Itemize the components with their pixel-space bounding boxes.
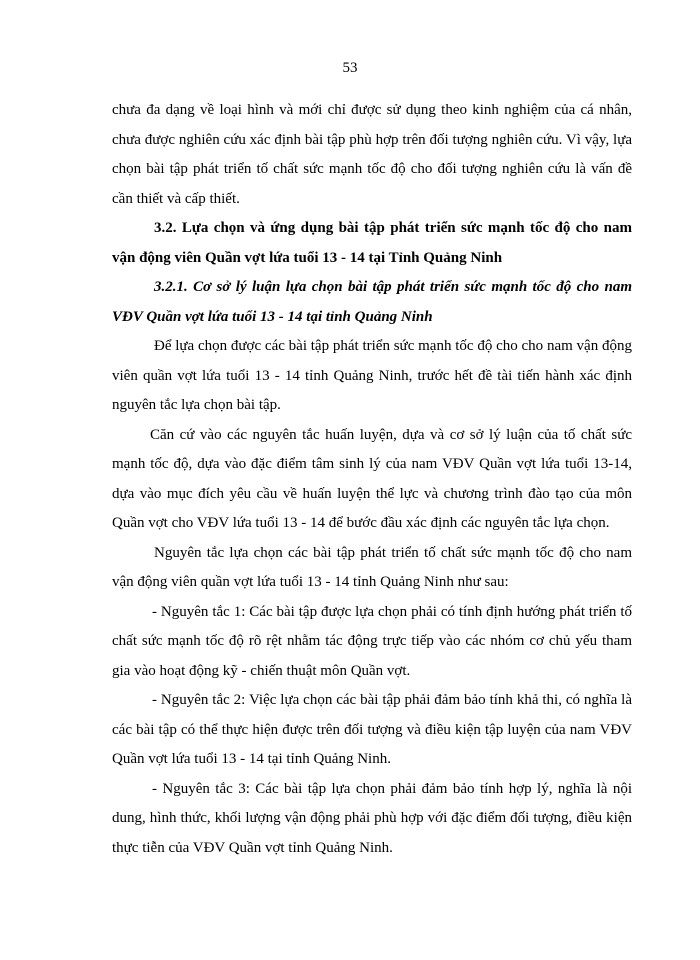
paragraph: Căn cứ vào các nguyên tắc huấn luyện, dựa và cơ sở lý luận của tố chất sức mạnh tốc độ, dựa vào đặc điểm tâm sinh lý của nam VĐV Quần vợt lứa tuổi 13-14, dựa vào mục đích yêu cầu về huấn luyện thể lực và chương trình đào tạo của môn Quần vợt cho VĐV lứa tuổi 13 - 14 để bước đầu xác định các nguyên tắc lựa chọn. xyxy=(112,426,632,531)
section-heading: 3.2. Lựa chọn và ứng dụng bài tập phát triển sức mạnh tốc độ cho nam vận động viên Quần vợt lứa tuổi 13 - 14 tại Tỉnh Quảng Ninh xyxy=(112,220,632,266)
paragraph: Nguyên tắc lựa chọn các bài tập phát triển tố chất sức mạnh tốc độ cho nam vận động viên quần vợt lứa tuổi 13 - 14 tỉnh Quảng Ninh như sau: xyxy=(112,544,632,590)
paragraph-continuation: chưa đa dạng về loại hình và mới chỉ được sử dụng theo kinh nghiệm của cá nhân, chưa được nghiên cứu xác định bài tập phù hợp trên đối tượng nghiên cứu. Vì vậy, lựa chọn bài tập phát triển tố chất sức mạnh tốc độ cho đối tượng nghiên cứu là vấn đề cần thiết và cấp thiết. xyxy=(112,102,632,207)
principle-item: - Nguyên tắc 1: Các bài tập được lựa chọn phải có tính định hướng phát triển tố chất sức mạnh tốc độ rõ rệt nhằm tác động trực tiếp vào các nhóm cơ chủ yếu tham gia vào hoạt động kỹ - chiến thuật môn Quần vợt. xyxy=(112,603,632,679)
principle-item: - Nguyên tắc 3: Các bài tập lựa chọn phải đảm bảo tính hợp lý, nghĩa là nội dung, hình thức, khối lượng vận động phải phù hợp với đặc điểm đối tượng, điều kiện thực tiễn của VĐV Quần vợt tỉnh Quảng Ninh. xyxy=(112,780,632,856)
subsection-heading: 3.2.1. Cơ sở lý luận lựa chọn bài tập phát triển sức mạnh tốc độ cho nam VĐV Quần vợt lứa tuổi 13 - 14 tại tỉnh Quảng Ninh xyxy=(112,279,632,325)
paragraph: Để lựa chọn được các bài tập phát triển sức mạnh tốc độ cho cho nam vận động viên quần vợt lứa tuổi 13 - 14 tỉnh Quảng Ninh, trước hết đề tài tiến hành xác định nguyên tắc lựa chọn bài tập. xyxy=(112,338,632,413)
principle-item: - Nguyên tắc 2: Việc lựa chọn các bài tập phải đảm bảo tính khả thi, có nghĩa là các bài tập có thể thực hiện được trên đối tượng và điều kiện tập luyện của nam VĐV Quần vợt lứa tuổi 13 - 14 tại tỉnh Quảng Ninh. xyxy=(112,692,632,767)
page-body xyxy=(112,96,632,863)
page-number: 53 xyxy=(342,60,358,76)
